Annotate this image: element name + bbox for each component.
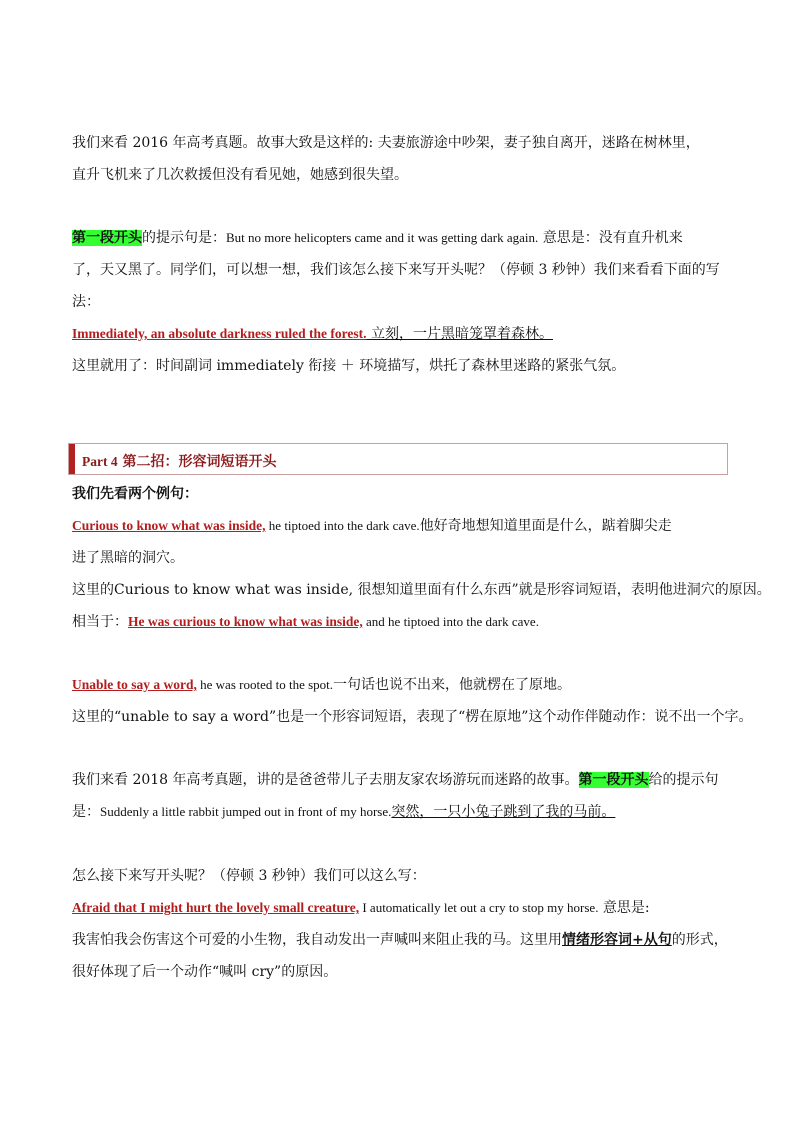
note-immediately: 这里就用了：时间副词 immediately 衔接 ＋ 环境描写，烘托了森林里迷路的紧张气氛。 — [72, 358, 626, 374]
para-1-line-2: 直升飞机来了几次救援但没有看见她，她感到很失望。 — [72, 167, 408, 183]
example-immediately: Immediately, an absolute darkness ruled the forest. 立刻，一片黑暗笼罩着森林。 — [72, 326, 553, 342]
example-1-line-2: 进了黑暗的洞穴。 — [72, 550, 184, 566]
example-2-red: Unable to say a word, — [72, 677, 197, 692]
red-example-sentence: Immediately, an absolute darkness ruled the forest. — [72, 326, 367, 341]
para-2-line-1: 第一段开头的提示句是：But no more helicopters came and it was getting dark again. 意思是：没有直升机来 — [72, 230, 683, 246]
para-2-line-3: 法： — [72, 294, 100, 310]
para-2-line-2: 了，天又黑了。同学们，可以想一想，我们该怎么接下来写开头呢？（停顿 3 秒钟）我们来看看下面的写 — [72, 262, 720, 278]
highlight-first-paragraph-2018: 第一段开头 — [578, 772, 649, 788]
example-2-line-1: Unable to say a word, he was rooted to the spot.一句话也说不出来，他就楞在了原地。 — [72, 677, 572, 693]
last-para-line-1: 怎么接下来写开头呢？（停顿 3 秒钟）我们可以这么写： — [72, 868, 426, 884]
para-2018-line-1: 我们来看 2018 年高考真题，讲的是爸爸带儿子去朋友家农场游玩而迷路的故事。第一段开头给的提示句 — [72, 772, 719, 788]
emotion-adjective-clause: 情绪形容词+从句 — [562, 932, 672, 948]
equivalent-red: He was curious to know what was inside, — [128, 614, 363, 629]
part-4-header — [68, 443, 728, 475]
last-para-line-3: 我害怕我会伤害这个可爱的小生物，我自动发出一声喊叫来阻止我的马。这里用情绪形容词+从句的形式， — [72, 932, 728, 948]
example-1-equivalent: 相当于：He was curious to know what was inside, and he tiptoed into the dark cave. — [72, 614, 539, 630]
example-3-red: Afraid that I might hurt the lovely small creature, — [72, 900, 360, 915]
example-2-explain: 这里的“unable to say a word”也是一个形容词短语，表现了“楞在原地”这个动作伴随动作：说不出一个字。 — [72, 709, 753, 725]
highlight-first-paragraph: 第一段开头 — [72, 230, 142, 246]
example-1-line-1: Curious to know what was inside, he tiptoed into the dark cave.他好奇地想知道里面是什么，踮着脚尖走 — [72, 518, 672, 534]
last-para-line-2: Afraid that I might hurt the lovely small creature, I automatically let out a cry to stop my horse. 意思是: — [72, 900, 650, 916]
examples-heading: 我们先看两个例句： — [72, 486, 198, 502]
example-1-red: Curious to know what was inside, — [72, 518, 266, 533]
para-2018-line-2: 是：Suddenly a little rabbit jumped out in front of my horse.突然，一只小兔子跳到了我的马前。 — [72, 804, 616, 820]
last-para-line-4: 很好体现了后一个动作“喊叫 cry”的原因。 — [72, 964, 338, 980]
example-1-explain: 这里的Curious to know what was inside, 很想知道里面有什么东西”就是形容词短语，表明他进洞穴的原因。 — [72, 582, 771, 598]
part-4-title: Part 4 第二招：形容词短语开头 — [82, 454, 277, 470]
header-accent-bar — [69, 444, 75, 474]
para-1-line-1: 我们来看 2016 年高考真题。故事大致是这样的: 夫妻旅游途中吵架，妻子独自离开，迷路在树林里， — [72, 135, 700, 151]
